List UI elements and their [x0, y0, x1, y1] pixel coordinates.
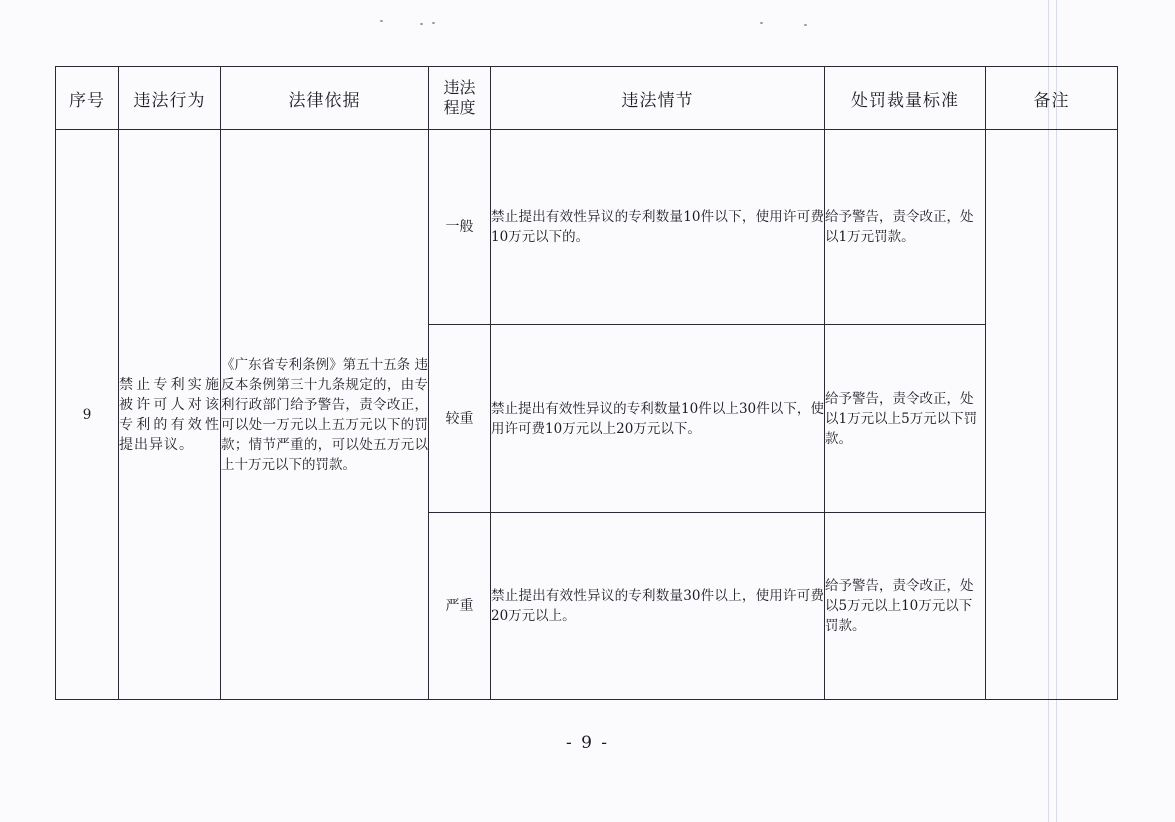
header-remarks: 备注	[986, 67, 1118, 130]
circumstance-severe: 禁止提出有效性异议的专利数量30件以上，使用许可费20万元以上。	[491, 513, 825, 700]
header-level: 违法程度	[429, 67, 491, 130]
penalty-standard-table	[55, 66, 1118, 700]
circumstance-serious: 禁止提出有效性异议的专利数量10件以上30件以下，使用许可费10万元以上20万元以下。	[491, 325, 825, 513]
header-behavior: 违法行为	[119, 67, 221, 130]
standard-general: 给予警告，责令改正，处以1万元罚款。	[825, 130, 986, 325]
scan-speck	[420, 23, 423, 25]
header-standard: 处罚裁量标准	[825, 67, 986, 130]
level-serious: 较重	[429, 325, 491, 513]
row-legal-basis: 《广东省专利条例》第五十五条 违反本条例第三十九条规定的，由专利行政部门给予警告，责令改正，可以处一万元以上五万元以下的罚款；情节严重的，可以处五万元以上十万元以下的罚款。	[221, 130, 429, 700]
standard-severe: 给予警告，责令改正，处以5万元以上10万元以下罚款。	[825, 513, 986, 700]
level-general: 一般	[429, 130, 491, 325]
row-remarks	[986, 130, 1118, 700]
scan-speck	[380, 20, 383, 22]
row-index: 9	[56, 130, 119, 700]
page-number: - 9 -	[565, 733, 610, 753]
level-severe: 严重	[429, 513, 491, 700]
circumstance-general: 禁止提出有效性异议的专利数量10件以下，使用许可费10万元以下的。	[491, 130, 825, 325]
header-circumstance: 违法情节	[491, 67, 825, 130]
scan-speck	[804, 24, 807, 26]
table-row	[56, 130, 1118, 325]
scan-speck	[760, 22, 763, 24]
header-basis: 法律依据	[221, 67, 429, 130]
scan-speck	[432, 22, 435, 24]
header-index: 序号	[56, 67, 119, 130]
row-behavior: 禁止专利实施被许可人对该专利的有效性提出异议。	[119, 130, 221, 700]
standard-serious: 给予警告，责令改正，处以1万元以上5万元以下罚款。	[825, 325, 986, 513]
table-header-row	[56, 67, 1118, 130]
